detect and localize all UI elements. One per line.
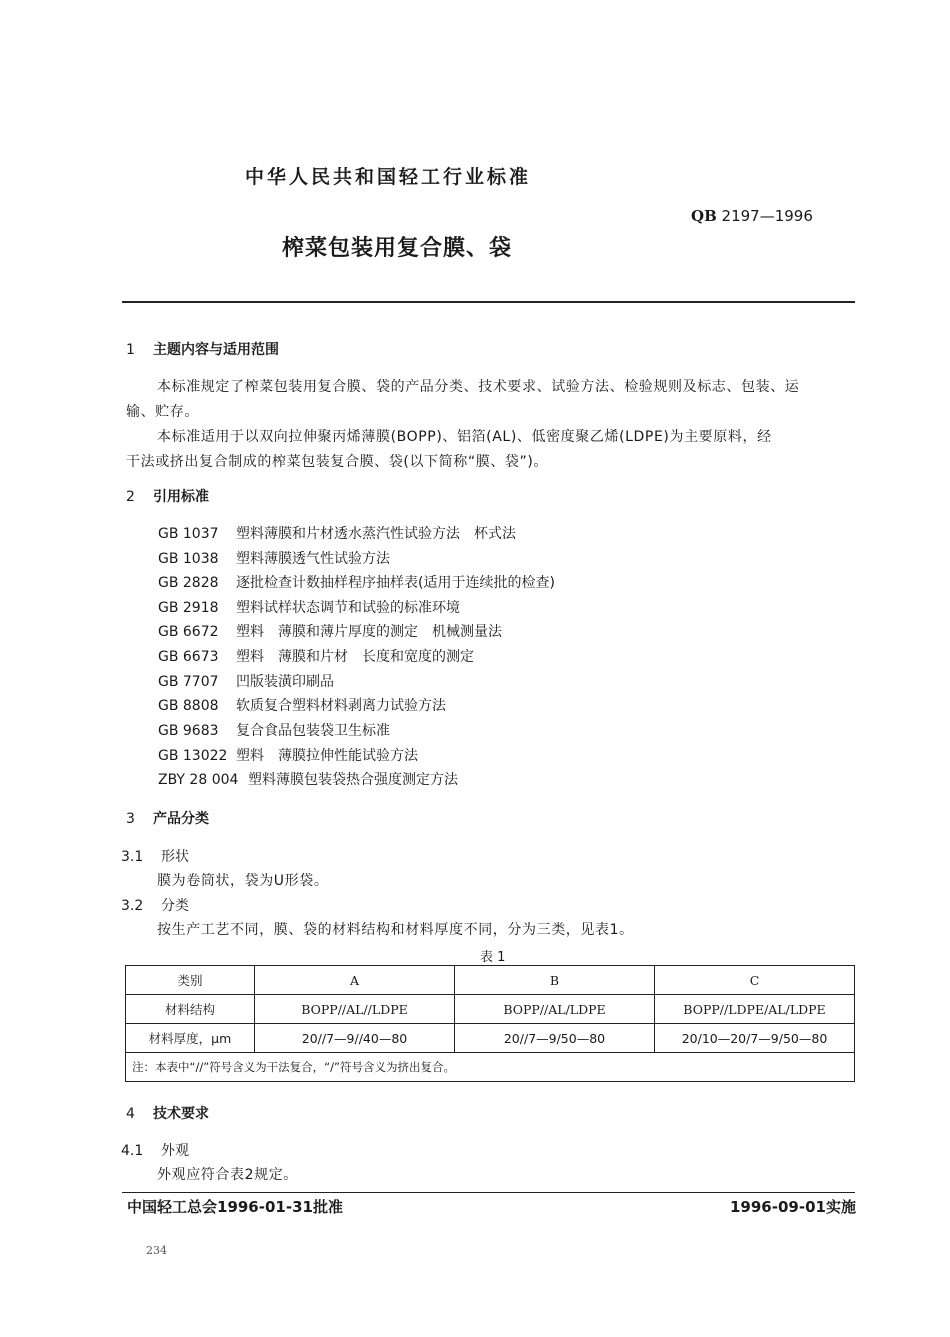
- reference-title: 塑料 薄膜拉伸性能试验方法: [236, 748, 418, 764]
- standard-code-prefix: QB: [691, 207, 717, 225]
- standard-code-number: 2197—1996: [721, 207, 813, 225]
- section-2-heading: [126, 486, 209, 506]
- material-table: [125, 965, 855, 1082]
- subsection-title: 分类: [161, 898, 189, 914]
- reference-item: [158, 646, 474, 666]
- reference-item: [158, 745, 418, 765]
- table-header-cell: A: [255, 966, 455, 995]
- section-number: 4: [126, 1106, 135, 1122]
- paragraph: 外观应符合表2规定。: [157, 1167, 298, 1183]
- table-cell: 20//7—9//40—80: [255, 1024, 455, 1053]
- subsection-number: 4.1: [121, 1143, 144, 1159]
- reference-item: [158, 621, 502, 641]
- table-cell: 材料厚度，μm: [126, 1024, 255, 1053]
- header-divider: [122, 301, 855, 303]
- table-cell: BOPP//LDPE/AL/LDPE: [655, 995, 855, 1024]
- section-title: 引用标准: [153, 489, 209, 505]
- subsection-number: 3.1: [121, 849, 144, 865]
- section-number: 3: [126, 811, 135, 827]
- paragraph: 按生产工艺不同，膜、袋的材料结构和材料厚度不同，分为三类，见表1。: [157, 922, 634, 938]
- reference-item: [158, 548, 390, 568]
- reference-code: GB 7707: [158, 674, 219, 690]
- reference-code: GB 2828: [158, 575, 219, 591]
- reference-title: 塑料薄膜透气性试验方法: [236, 551, 390, 567]
- implementation-date: 1996-09-01实施: [730, 1198, 856, 1216]
- table-cell: BOPP//AL/LDPE: [455, 995, 655, 1024]
- reference-title: 塑料 薄膜和薄片厚度的测定 机械测量法: [236, 624, 502, 640]
- table-row: [126, 995, 855, 1024]
- reference-item: [158, 720, 390, 740]
- section-title: 产品分类: [153, 811, 209, 827]
- subsection-number: 3.2: [121, 898, 144, 914]
- reference-code: GB 13022: [158, 748, 228, 764]
- table-header-cell: B: [455, 966, 655, 995]
- reference-title: 逐批检查计数抽样程序抽样表(适用于连续批的检查): [236, 575, 555, 591]
- standard-code: [691, 207, 813, 225]
- table-note: 注：本表中“//”符号含义为干法复合，“/”符号含义为挤出复合。: [126, 1053, 855, 1082]
- section-title: 主题内容与适用范围: [153, 342, 279, 358]
- reference-code: GB 9683: [158, 723, 219, 739]
- reference-item: [158, 695, 446, 715]
- paragraph: 本标准适用于以双向拉伸聚丙烯薄膜(BOPP)、铝箔(AL)、低密度聚乙烯(LDPE)为主要原料，经: [157, 429, 772, 445]
- section-number: 2: [126, 489, 135, 505]
- footer-divider: [122, 1192, 855, 1193]
- reference-item: [158, 671, 334, 691]
- reference-title: 塑料薄膜和片材透水蒸汽性试验方法 杯式法: [236, 526, 516, 542]
- reference-title: 软质复合塑料材料剥离力试验方法: [236, 698, 446, 714]
- section-4-heading: [126, 1103, 209, 1123]
- reference-code: GB 2918: [158, 600, 219, 616]
- table-header-cell: C: [655, 966, 855, 995]
- subsection-title: 外观: [161, 1143, 189, 1159]
- table-header-cell: 类别: [126, 966, 255, 995]
- reference-title: 复合食品包装袋卫生标准: [236, 723, 390, 739]
- reference-item: [158, 523, 516, 543]
- table-cell: BOPP//AL//LDPE: [255, 995, 455, 1024]
- reference-code: GB 8808: [158, 698, 219, 714]
- reference-code: GB 1037: [158, 526, 219, 542]
- reference-title: 塑料薄膜包装袋热合强度测定方法: [248, 772, 458, 788]
- section-number: 1: [126, 342, 135, 358]
- paragraph: 本标准规定了榨菜包装用复合膜、袋的产品分类、技术要求、试验方法、检验规则及标志、包装、运: [157, 379, 800, 395]
- paragraph: 输、贮存。: [126, 404, 199, 420]
- reference-item: [158, 572, 555, 592]
- approval-info: 中国轻工总会1996-01-31批准: [127, 1198, 343, 1216]
- reference-code: GB 1038: [158, 551, 219, 567]
- table-caption: 表 1: [480, 950, 506, 965]
- subsection-4-1-heading: [121, 1140, 189, 1160]
- reference-code: ZBY 28 004: [158, 772, 239, 788]
- paragraph: 干法或挤出复合制成的榨菜包装复合膜、袋(以下简称“膜、袋”)。: [126, 454, 549, 470]
- reference-item: [158, 597, 460, 617]
- table-cell: 20//7—9/50—80: [455, 1024, 655, 1053]
- table-row: [126, 1024, 855, 1053]
- subsection-title: 形状: [161, 849, 189, 865]
- reference-title: 塑料 薄膜和片材 长度和宽度的测定: [236, 649, 474, 665]
- section-1-heading: [126, 339, 279, 359]
- standard-title: 中华人民共和国轻工行业标准: [245, 166, 532, 188]
- table-header-row: [126, 966, 855, 995]
- table-note-row: [126, 1053, 855, 1082]
- subsection-3-2-heading: [121, 895, 189, 915]
- document-title: 榨菜包装用复合膜、袋: [282, 236, 513, 261]
- section-title: 技术要求: [153, 1106, 209, 1122]
- reference-title: 塑料试样状态调节和试验的标准环境: [236, 600, 460, 616]
- paragraph: 膜为卷筒状，袋为U形袋。: [157, 873, 329, 889]
- subsection-3-1-heading: [121, 846, 189, 866]
- reference-code: GB 6673: [158, 649, 219, 665]
- reference-item: [158, 769, 458, 789]
- reference-code: GB 6672: [158, 624, 219, 640]
- section-3-heading: [126, 808, 209, 828]
- table-cell: 20/10—20/7—9/50—80: [655, 1024, 855, 1053]
- table-cell: 材料结构: [126, 995, 255, 1024]
- reference-title: 凹版装潢印刷品: [236, 674, 334, 690]
- page-number: 234: [146, 1244, 167, 1257]
